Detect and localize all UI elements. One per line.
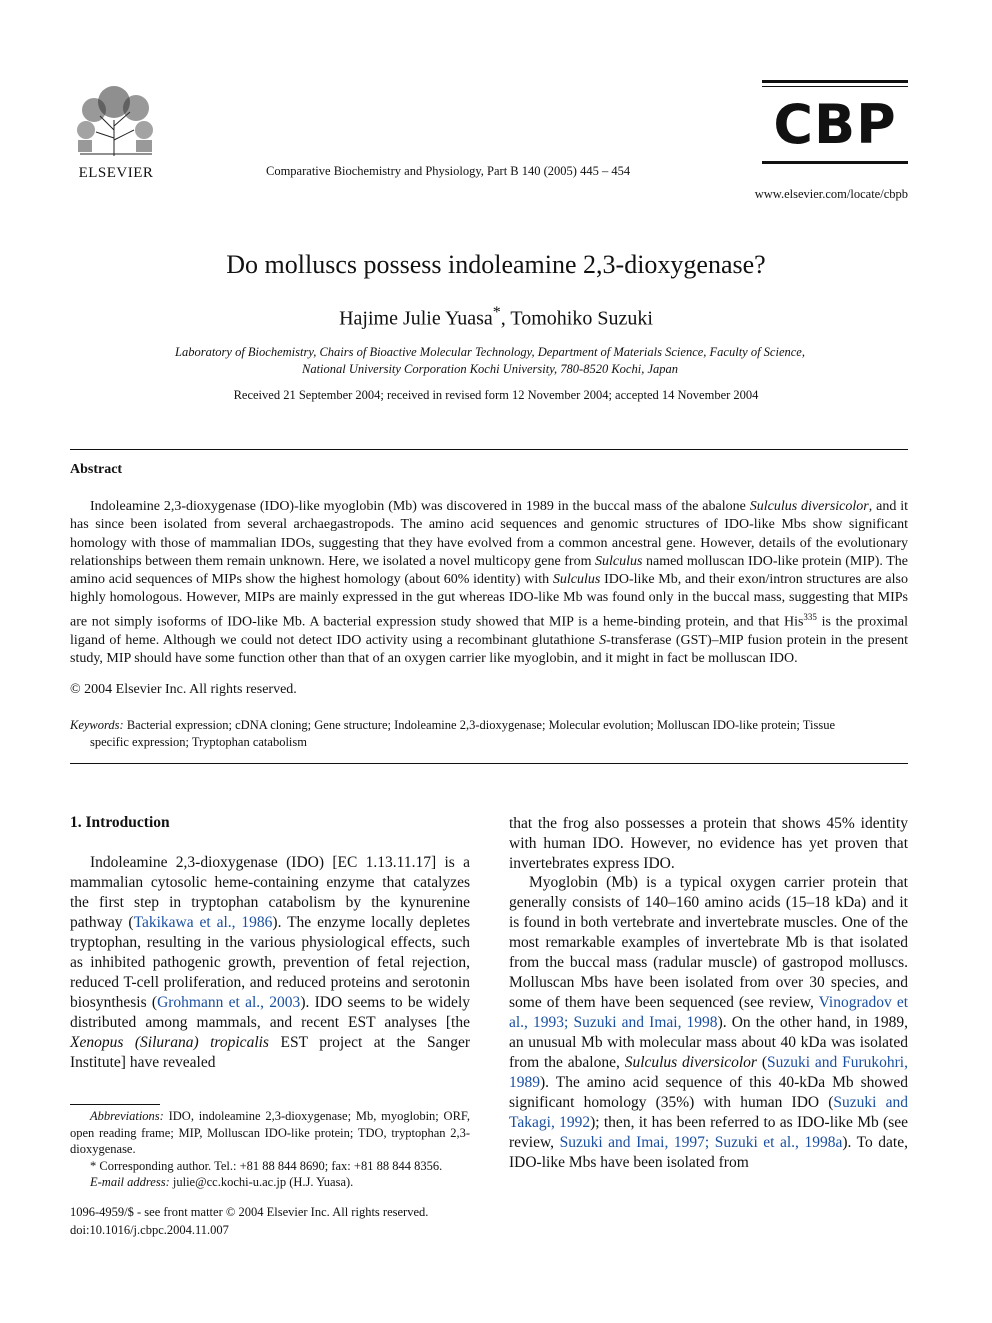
cbp-logo (762, 80, 908, 164)
footnote-rule (70, 1104, 160, 1105)
residue-number: 335 (803, 611, 817, 622)
species-name: Sulculus (595, 553, 643, 569)
species-name: Sulculus diversicolor (749, 499, 869, 514)
citation-link[interactable]: Takikawa et al., 1986 (133, 914, 273, 931)
author-2: , Tomohiko Suzuki (500, 307, 653, 330)
copyright: © 2004 Elsevier Inc. All rights reserved. (70, 682, 297, 697)
keywords-text-cont: specific expression; Tryptophan catabolism (90, 735, 307, 749)
intro-left-paragraph: Indoleamine 2,3-dioxygenase (IDO) [EC 1.13.11.17] is a mammalian cytosolic heme-containing enzyme that catalyzes the first step in tryptophan catabolism by the kynurenine pathway (Takikawa et al., 1986). The enzyme locally depletes tryptophan, resulting in the various physiological effects, such as inhibited pathogenic growth, prevention of fetal rejection, reduced T-cell proliferation, and reduced proteins and serotonin biosynthesis (Grohmann et al., 2003). IDO seems to be widely distributed among mammals, and recent EST analyses [the Xenopus (Silurana) tropicalis EST project at the Sanger Institute] have revealed (70, 854, 471, 1071)
authors (0, 304, 992, 331)
doi-line[interactable]: doi:10.1016/j.cbpc.2004.11.007 (70, 1223, 229, 1237)
intro-right-paragraph-2: Myoglobin (Mb) is a typical oxygen carrier protein that generally consists of 140–160 amino acids (15–18 kDa) and it is found in both vertebrate and invertebrate muscles. One of the most remarkable examples of invertebrate Mb is that isolated from the buccal mass (radular muscle) of gastropod molluscs. Molluscan Mbs have been isolated from over 30 species, and some of them have been sequenced (see review, Vinogradov et al., 1993; Suzuki and Imai, 1998). On the other hand, in 1989, an unusual Mb with molecular mass about 40 kDa was isolated from the abalone, Sulculus diversicolor (Suzuki and Furukohri, 1989). The amino acid sequence of this 40-kDa Mb showed significant homology (35%) with human IDO (Suzuki and Takagi, 1992); then, it has been referred to as IDO-like Mb (see review, Suzuki and Imai, 1997; Suzuki et al., 1998a). To date, IDO-like Mbs have been isolated from (509, 874, 909, 1171)
citation-link[interactable]: Grohmann et al., 2003 (157, 994, 301, 1011)
citation-link[interactable]: Suzuki and Furukohri, 1989 (509, 1054, 908, 1091)
author-1: Hajime Julie Yuasa (339, 307, 493, 330)
section-heading: 1. Introduction (70, 814, 170, 831)
article-dates: Received 21 September 2004; received in revised form 12 November 2004; accepted 14 November 2004 (233, 388, 759, 402)
email-footnote: E-mail address: julie@cc.kochi-u.ac.jp (H.J. Yuasa). (90, 1175, 354, 1189)
keywords (70, 717, 908, 751)
affiliation (130, 344, 850, 378)
abstract-heading: Abstract (70, 462, 123, 477)
email-address[interactable]: julie@cc.kochi-u.ac.jp (H.J. Yuasa). (169, 1175, 354, 1189)
divider (70, 763, 908, 764)
abstract-text: Indoleamine 2,3-dioxygenase (IDO)-like myoglobin (Mb) was discovered in 1989 in the buccal mass of the abalone Sulculus diversicolor, and it has since been isolated from several archaegastropods. The amino acid sequences and genomic structures of IDO-like Mbs show significant homology with those of mammalian IDOs, suggesting that they have evolved from a common ancestral gene. However, details of the evolutionary relationships between them remain unknown. Here, we isolated a novel multicopy gene from Sulculus named molluscan IDO-like protein (MIP). The amino acid sequences of MIPs show the highest homology (about 60% identity) with Sulculus IDO-like Mb, and their exon/intron structures are also highly homologous. However, MIPs are mainly expressed in the gut whereas IDO-like Mb was found only in the buccal mass, suggesting that MIPs are not simply isoforms of IDO-like Mb. A bacterial expression study showed that MIP is a heme-binding protein, and that His$^{335}$ is the proximal ligand of heme. Although we could not detect IDO activity using a recombinant glutathione S-transferase (GST)–MIP fusion protein in the present study, MIP should have some function other than that of an oxygen carrier like myoglobin, and it might in fact be molluscan IDO. (70, 499, 909, 667)
divider (70, 449, 908, 450)
affiliation-line-1: Laboratory of Biochemistry, Chairs of Bioactive Molecular Technology, Department of Materials Science, Faculty of Science, (175, 345, 805, 359)
elsevier-tree-icon (70, 80, 162, 158)
citation-link[interactable]: Suzuki and Takagi, 1992 (509, 1094, 908, 1131)
journal-logo-text: CBP (773, 93, 897, 156)
citation-link[interactable]: Vinogradov et al., 1993; Suzuki and Imai, 1998 (509, 994, 909, 1031)
issn-doi (70, 1203, 428, 1239)
species-name: Sulculus (552, 572, 601, 588)
article-title: Do molluscs possess indoleamine 2,3-dioxygenase? (226, 250, 766, 279)
affiliation-line-2: National University Corporation Kochi University, 780-8520 Kochi, Japan (301, 362, 679, 376)
elsevier-logo (70, 80, 162, 184)
keywords-text: Bacterial expression; cDNA cloning; Gene structure; Indoleamine 2,3-dioxygenase; Molecular evolution; Molluscan IDO-like protein; Tissue (123, 718, 836, 732)
corresponding-mark: * (492, 304, 501, 321)
abbreviations-footnote: Abbreviations: IDO, indoleamine 2,3-dioxygenase; Mb, myoglobin; ORF, open reading frame; MIP, Molluscan IDO-like protein; TDO, tryptophan 2,3-dioxygenase. (70, 1109, 470, 1156)
publisher-wordmark: ELSEVIER (78, 165, 154, 181)
journal-url[interactable]: www.elsevier.com/locate/cbpb (754, 187, 908, 201)
journal-citation: Comparative Biochemistry and Physiology, Part B 140 (2005) 445 – 454 (266, 164, 631, 178)
issn-line: 1096-4959/$ - see front matter © 2004 Elsevier Inc. All rights reserved. (70, 1205, 429, 1219)
citation-link[interactable]: Suzuki and Imai, 1997; Suzuki et al., 1998a (559, 1134, 843, 1151)
intro-right-paragraph-1: that the frog also possesses a protein that shows 45% identity with human IDO. However, no evidence has yet proven that invertebrates express IDO. (509, 815, 908, 872)
corresponding-footnote: * Corresponding author. Tel.: +81 88 844 8690; fax: +81 88 844 8356. (90, 1159, 443, 1173)
keywords-label: Keywords: (70, 718, 124, 732)
